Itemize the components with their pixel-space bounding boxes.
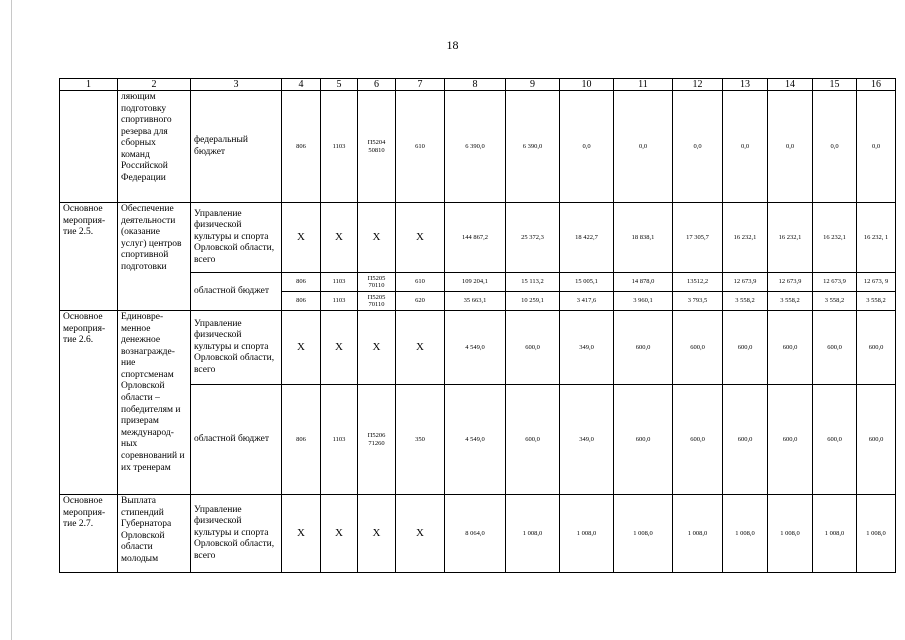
value-cell: 1 008,0 (506, 495, 560, 573)
value-cell: 109 204,1 (445, 273, 506, 292)
value-cell: 600,0 (768, 385, 813, 495)
target-code-line: 71260 (368, 439, 385, 447)
value-cell: 1 008,0 (673, 495, 723, 573)
section-code-cell: 1103 (321, 273, 358, 292)
value-cell: 1 008,0 (614, 495, 673, 573)
expense-type-cell: 610 (396, 91, 445, 203)
value-cell: 13512,2 (673, 273, 723, 292)
value-cell: 1 008,0 (723, 495, 768, 573)
target-code-cell (358, 292, 396, 311)
value-cell: 18 838,1 (614, 203, 673, 273)
value-cell: 15 005,1 (560, 273, 614, 292)
section-code-cell: 1103 (321, 292, 358, 311)
target-code-line: П5206 (367, 432, 386, 440)
table-row (60, 311, 896, 385)
value-cell: 16 232,1 (813, 203, 857, 273)
section-code-cell: 1103 (321, 385, 358, 495)
funding-source-cell: областной бюджет (191, 273, 282, 311)
value-cell: 349,0 (560, 385, 614, 495)
value-cell: 16 232,1 (723, 203, 768, 273)
header-cell: 5 (321, 79, 358, 91)
value-cell: 349,0 (560, 311, 614, 385)
value-cell: 600,0 (506, 311, 560, 385)
value-cell: 1 008,0 (560, 495, 614, 573)
column-number-row (60, 79, 896, 91)
value-cell: 10 259,1 (506, 292, 560, 311)
target-code-cell: X (358, 311, 396, 385)
value-cell: 3 558,2 (723, 292, 768, 311)
value-cell: 1 008,0 (857, 495, 896, 573)
value-cell: 600,0 (768, 311, 813, 385)
funding-source-cell: областной бюджет (191, 385, 282, 495)
value-cell: 4 549,0 (445, 385, 506, 495)
target-code-line: П5205 (367, 274, 386, 282)
value-cell: 4 549,0 (445, 311, 506, 385)
header-cell: 1 (60, 79, 118, 91)
value-cell: 6 390,0 (506, 91, 560, 203)
value-cell: 16 232,1 (768, 203, 813, 273)
value-cell: 35 663,1 (445, 292, 506, 311)
page-number: 18 (446, 38, 459, 52)
target-code-line: 70110 (368, 301, 385, 308)
value-cell: 0,0 (614, 91, 673, 203)
target-code-cell (358, 385, 396, 495)
value-cell: 3 793,5 (673, 292, 723, 311)
value-cell: 12 673,9 (723, 273, 768, 292)
funding-source-cell: федеральный бюджет (191, 91, 282, 203)
value-cell: 600,0 (723, 311, 768, 385)
value-cell: 600,0 (673, 385, 723, 495)
expense-type-cell: X (396, 203, 445, 273)
value-cell: 600,0 (857, 385, 896, 495)
value-cell: 12 673,9 (768, 273, 813, 292)
value-cell: 600,0 (673, 311, 723, 385)
value-cell: 8 064,0 (445, 495, 506, 573)
table-row (60, 91, 896, 203)
target-code-line: П5205 (367, 293, 386, 301)
section-code-cell: X (321, 203, 358, 273)
value-cell: 12 673,9 (813, 273, 857, 292)
gov-code-cell: X (282, 495, 321, 573)
budget-table (59, 78, 896, 573)
value-cell: 25 372,3 (506, 203, 560, 273)
header-cell: 9 (506, 79, 560, 91)
header-cell: 6 (358, 79, 396, 91)
value-cell: 16 232, 1 (857, 203, 896, 273)
header-cell: 10 (560, 79, 614, 91)
value-cell: 1 008,0 (768, 495, 813, 573)
expense-type-cell: 620 (396, 292, 445, 311)
funding-source-cell: Управление физической культуры и спорта Орловской области, всего (191, 311, 282, 385)
header-cell: 3 (191, 79, 282, 91)
measure-name-cell: Выплата стипендий Губернатора Орловской области молодым (118, 495, 191, 573)
header-cell: 11 (614, 79, 673, 91)
header-cell: 16 (857, 79, 896, 91)
expense-type-cell: 610 (396, 273, 445, 292)
value-cell: 12 673, 9 (857, 273, 896, 292)
value-cell: 3 558,2 (813, 292, 857, 311)
value-cell: 1 008,0 (813, 495, 857, 573)
target-code-cell: X (358, 495, 396, 573)
gov-code-cell: 806 (282, 292, 321, 311)
header-cell: 12 (673, 79, 723, 91)
value-cell: 0,0 (673, 91, 723, 203)
value-cell: 0,0 (723, 91, 768, 203)
gov-code-cell: X (282, 203, 321, 273)
section-code-cell: X (321, 495, 358, 573)
header-cell: 8 (445, 79, 506, 91)
measure-label-cell: Основное мероприя-тие 2.7. (60, 495, 118, 573)
value-cell: 600,0 (506, 385, 560, 495)
measure-label-cell (60, 91, 118, 203)
expense-type-cell: X (396, 311, 445, 385)
expense-type-cell: 350 (396, 385, 445, 495)
value-cell: 144 867,2 (445, 203, 506, 273)
target-code-cell: X (358, 203, 396, 273)
target-code-line: П5204 (367, 139, 386, 147)
value-cell: 0,0 (857, 91, 896, 203)
section-code-cell: X (321, 311, 358, 385)
target-code-line: 50810 (368, 146, 385, 154)
funding-source-cell: Управление физической культуры и спорта Орловской области, всего (191, 203, 282, 273)
target-code-line: 70110 (368, 282, 385, 289)
table-row (60, 203, 896, 273)
header-cell: 4 (282, 79, 321, 91)
value-cell: 3 960,1 (614, 292, 673, 311)
value-cell: 600,0 (614, 385, 673, 495)
measure-label-cell: Основное мероприя-тие 2.6. (60, 311, 118, 495)
target-code-cell (358, 273, 396, 292)
value-cell: 6 390,0 (445, 91, 506, 203)
gov-code-cell: 806 (282, 91, 321, 203)
measure-name-cell: Обеспечение деятельности (оказание услуг) центров спортивной подготовки (118, 203, 191, 311)
gov-code-cell: 806 (282, 273, 321, 292)
value-cell: 600,0 (813, 311, 857, 385)
page-edge-rule (11, 0, 12, 640)
value-cell: 14 878,0 (614, 273, 673, 292)
gov-code-cell: 806 (282, 385, 321, 495)
measure-name-cell: Единовре-менное денежное вознагражде-ние спортсменам Орловской области – победителям и призерам международ-ных соревнований и их тренерам (118, 311, 191, 495)
table-row (60, 495, 896, 573)
section-code-cell: 1103 (321, 91, 358, 203)
value-cell: 18 422,7 (560, 203, 614, 273)
value-cell: 15 113,2 (506, 273, 560, 292)
value-cell: 600,0 (857, 311, 896, 385)
measure-label-cell: Основное мероприя-тие 2.5. (60, 203, 118, 311)
value-cell: 3 417,6 (560, 292, 614, 311)
header-cell: 13 (723, 79, 768, 91)
expense-type-cell: X (396, 495, 445, 573)
gov-code-cell: X (282, 311, 321, 385)
target-code-cell (358, 91, 396, 203)
header-cell: 2 (118, 79, 191, 91)
measure-name-cell: ляющим подготовку спортивного резерва для сборных команд Российской Федерации (118, 91, 191, 203)
header-cell: 15 (813, 79, 857, 91)
value-cell: 3 558,2 (768, 292, 813, 311)
value-cell: 600,0 (813, 385, 857, 495)
value-cell: 3 558,2 (857, 292, 896, 311)
value-cell: 600,0 (614, 311, 673, 385)
funding-source-cell: Управление физической культуры и спорта Орловской области, всего (191, 495, 282, 573)
header-cell: 14 (768, 79, 813, 91)
value-cell: 0,0 (560, 91, 614, 203)
value-cell: 600,0 (723, 385, 768, 495)
value-cell: 17 305,7 (673, 203, 723, 273)
value-cell: 0,0 (813, 91, 857, 203)
header-cell: 7 (396, 79, 445, 91)
value-cell: 0,0 (768, 91, 813, 203)
